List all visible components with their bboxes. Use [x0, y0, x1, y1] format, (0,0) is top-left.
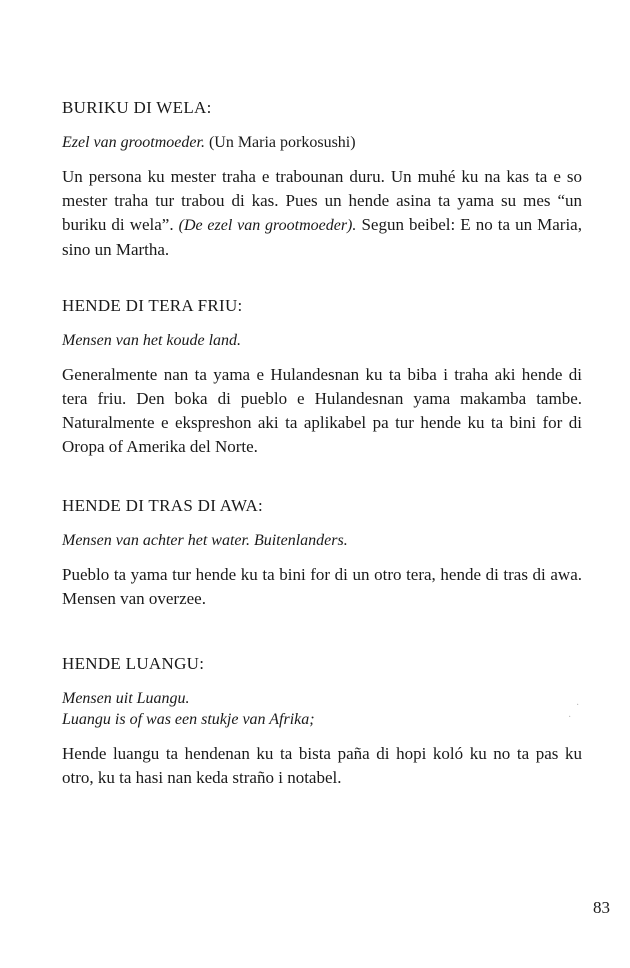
subtitle-line-1: Mensen uit Luangu. [62, 690, 190, 707]
entry-body: Pueblo ta yama tur hende ku ta bini for di un otro tera, hende di tras di awa. Mensen van overzee. [62, 565, 582, 608]
body-part-2: Segun beibel: E no ta un Maria, sino un Martha. [62, 215, 582, 259]
entry-body [62, 165, 582, 262]
entry-subtitle [62, 688, 582, 730]
page-number: 83 [593, 898, 610, 917]
subtitle-normal: (Un Maria porkosushi) [204, 134, 356, 151]
entry-subtitle [62, 530, 582, 551]
body-italic: (De ezel van grootmoeder). [178, 217, 357, 234]
subtitle-italic: Mensen van achter het water. Buitenlanders. [62, 532, 348, 549]
subtitle-line-2: Luangu is of was een stukje van Afrika; [62, 711, 315, 728]
subtitle-italic: Ezel van grootmoeder. [62, 134, 205, 151]
body-part-1: Un persona ku mester traha e trabounan duru. Un muhé ku na kas ta e so mester traha tur trabou di kas. Pues un hende asina ta yama su mes “un buriku di wela”. [62, 167, 582, 234]
entry-subtitle [62, 330, 582, 351]
entry-heading: HENDE LUANGU: [62, 654, 205, 673]
entry-hende-di-tras-di-awa [62, 496, 582, 611]
entry-subtitle [62, 132, 582, 153]
entry-hende-luangu [62, 654, 582, 790]
scan-speck: · [576, 700, 580, 711]
scan-speck: · [568, 712, 572, 723]
subtitle-italic: Mensen van het koude land. [62, 332, 242, 349]
entry-body: Generalmente nan ta yama e Hulandesnan ku ta biba i traha aki hende di tera friu. Den boka di pueblo e Hulandesnan yama makamba tambe. Naturalmente e ekspreshon aki ta aplikabel pa tur hende ku ta bini for di Oropa of Amerika del Norte. [62, 365, 582, 456]
entry-heading: BURIKU DI WELA: [62, 98, 212, 117]
entry-buriku-di-wela [62, 98, 582, 262]
entry-hende-di-tera-friu [62, 296, 582, 459]
entry-body: Hende luangu ta hendenan ku ta bista paña di hopi koló ku no ta pas ku otro, ku ta hasi nan keda straño i notabel. [62, 744, 582, 787]
entry-heading: HENDE DI TERA FRIU: [62, 296, 243, 315]
entry-heading: HENDE DI TRAS DI AWA: [62, 496, 264, 515]
book-page [62, 0, 582, 968]
